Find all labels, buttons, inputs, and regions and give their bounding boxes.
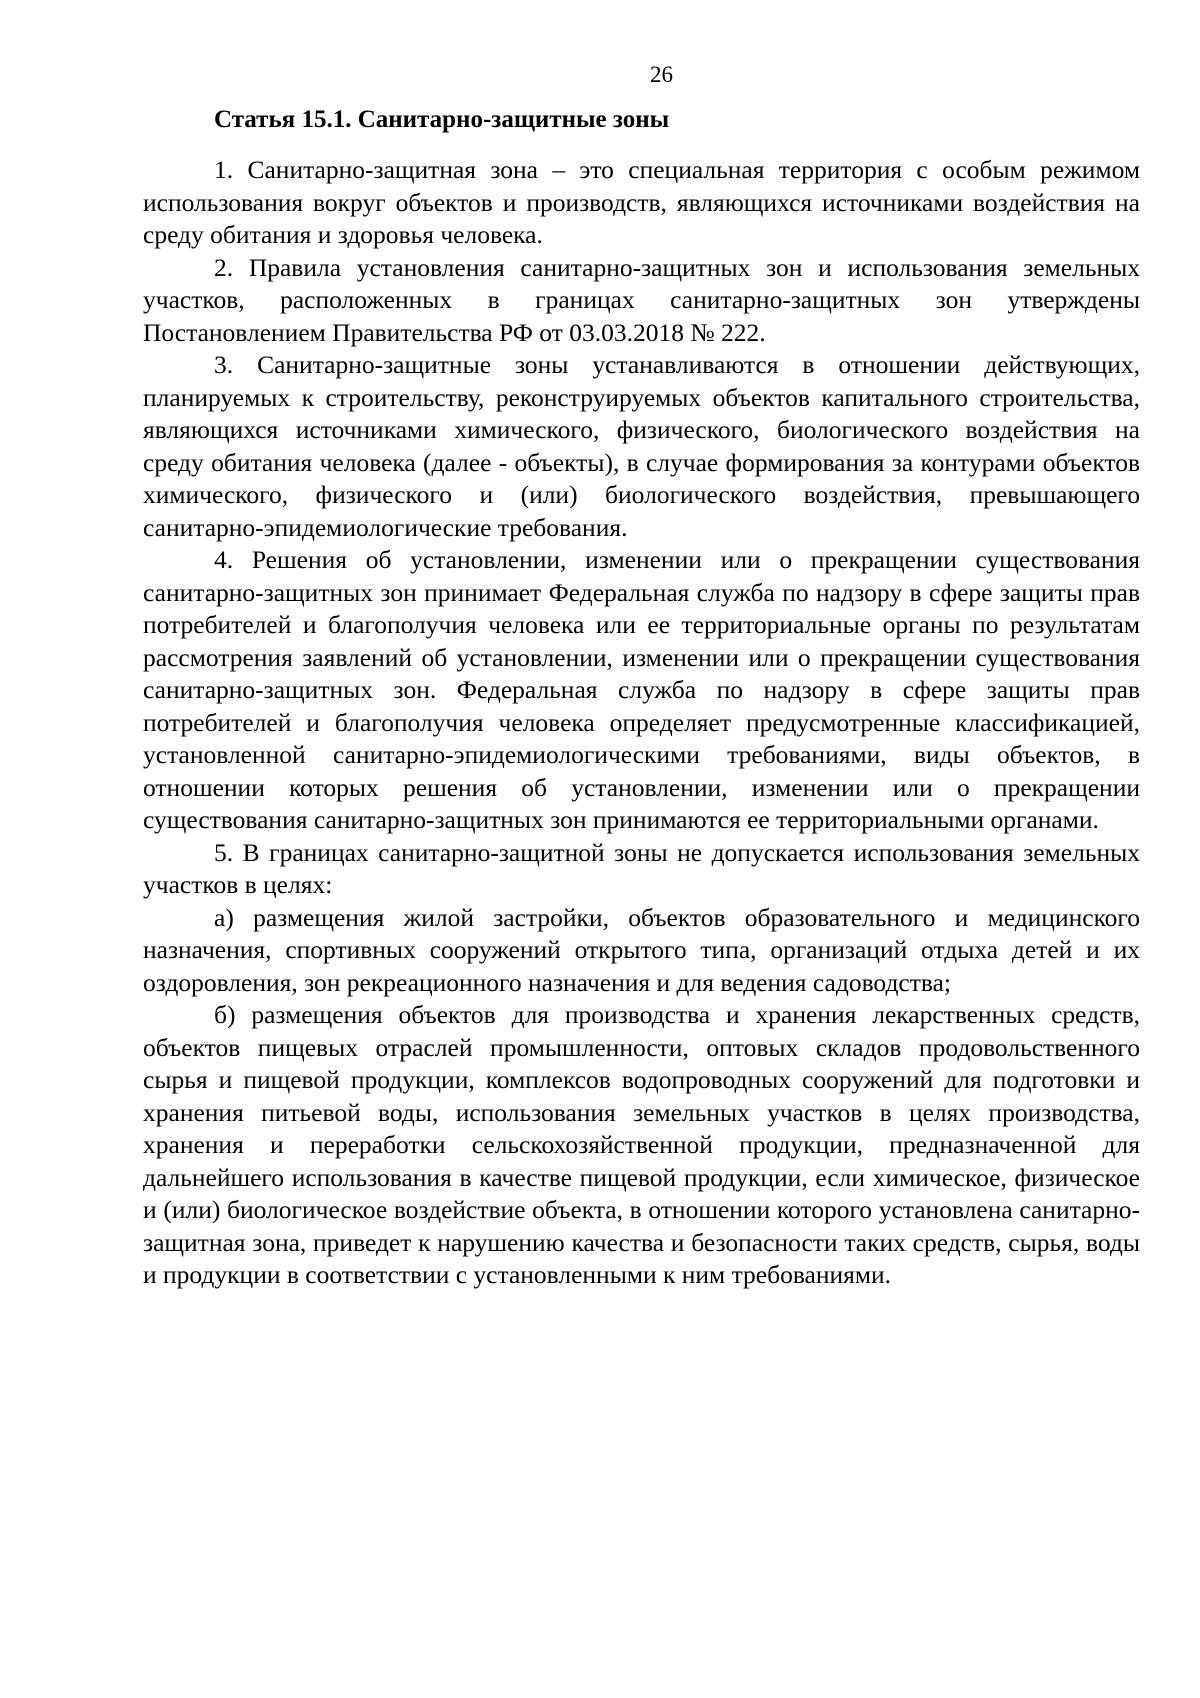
paragraph-1: 1. Санитарно-защитная зона – это специальная территория с особым режимом использования вокруг объектов и производств, являющихся источниками воздействия на среду обитания и здоровья человека. [143,155,1140,249]
paragraph-3: 3. Санитарно-защитные зоны устанавливаются в отношении действующих, планируемых к строительству, реконструируемых объектов капитального строительства, являющихся источниками химического, физического, биологического воздействия на среду обитания человека (далее - объекты), в случае формирования за контурами объектов химического, физического и (или) биологического воздействия, превышающего санитарно-эпидемиологические требования. [143,350,1140,542]
document-page [143,60,1140,1292]
article-heading: Статья 15.1. Санитарно-защитные зоны [214,106,670,133]
paragraph-4: 4. Решения об установлении, изменении или о прекращении существования санитарно-защитных зон принимает Федеральная служба по надзору в сфере защиты прав потребителей и благополучия человека или ее территориальные органы по результатам рассмотрения заявлений об установлении, изменении или о прекращении существования санитарно-защитных зон. Федеральная служба по надзору в сфере защиты прав потребителей и благополучия человека определяет предусмотренные классификацией, установленной санитарно-эпидемиологическими требованиями, виды объектов, в отношении которых решения об установлении, изменении или о прекращении существования санитарно-защитных зон принимаются ее территориальными органами. [143,545,1140,834]
paragraph-5a: а) размещения жилой застройки, объектов образовательного и медицинского назначения, спортивных сооружений открытого типа, организаций отдыха детей и их оздоровления, зон рекреационного назначения и для ведения садоводства; [143,902,1140,997]
paragraph-2: 2. Правила установления санитарно-защитных зон и использования земельных участков, расположенных в границах санитарно-защитных зон утверждены Постановлением Правительства РФ от 03.03.2018 № 222. [143,252,1140,347]
paragraph-5: 5. В границах санитарно-защитной зоны не допускается использования земельных участков в целях: [143,837,1140,899]
page-number: 26 [650,62,673,87]
paragraph-5b: б) размещения объектов для производства и хранения лекарственных средств, объектов пищевых отраслей промышленности, оптовых складов продовольственного сырья и пищевой продукции, комплексов водопроводных сооружений для подготовки и хранения питьевой воды, использования земельных участков в целях производства, хранения и переработки сельскохозяйственной продукции, предназначенной для дальнейшего использования в качестве пищевой продукции, если химическое, физическое и (или) биологическое воздействие объекта, в отношении которого установлена санитарно-защитная зона, приведет к нарушению качества и безопасности таких средств, сырья, воды и продукции в соответствии с установленными к ним требованиями. [143,1000,1140,1289]
